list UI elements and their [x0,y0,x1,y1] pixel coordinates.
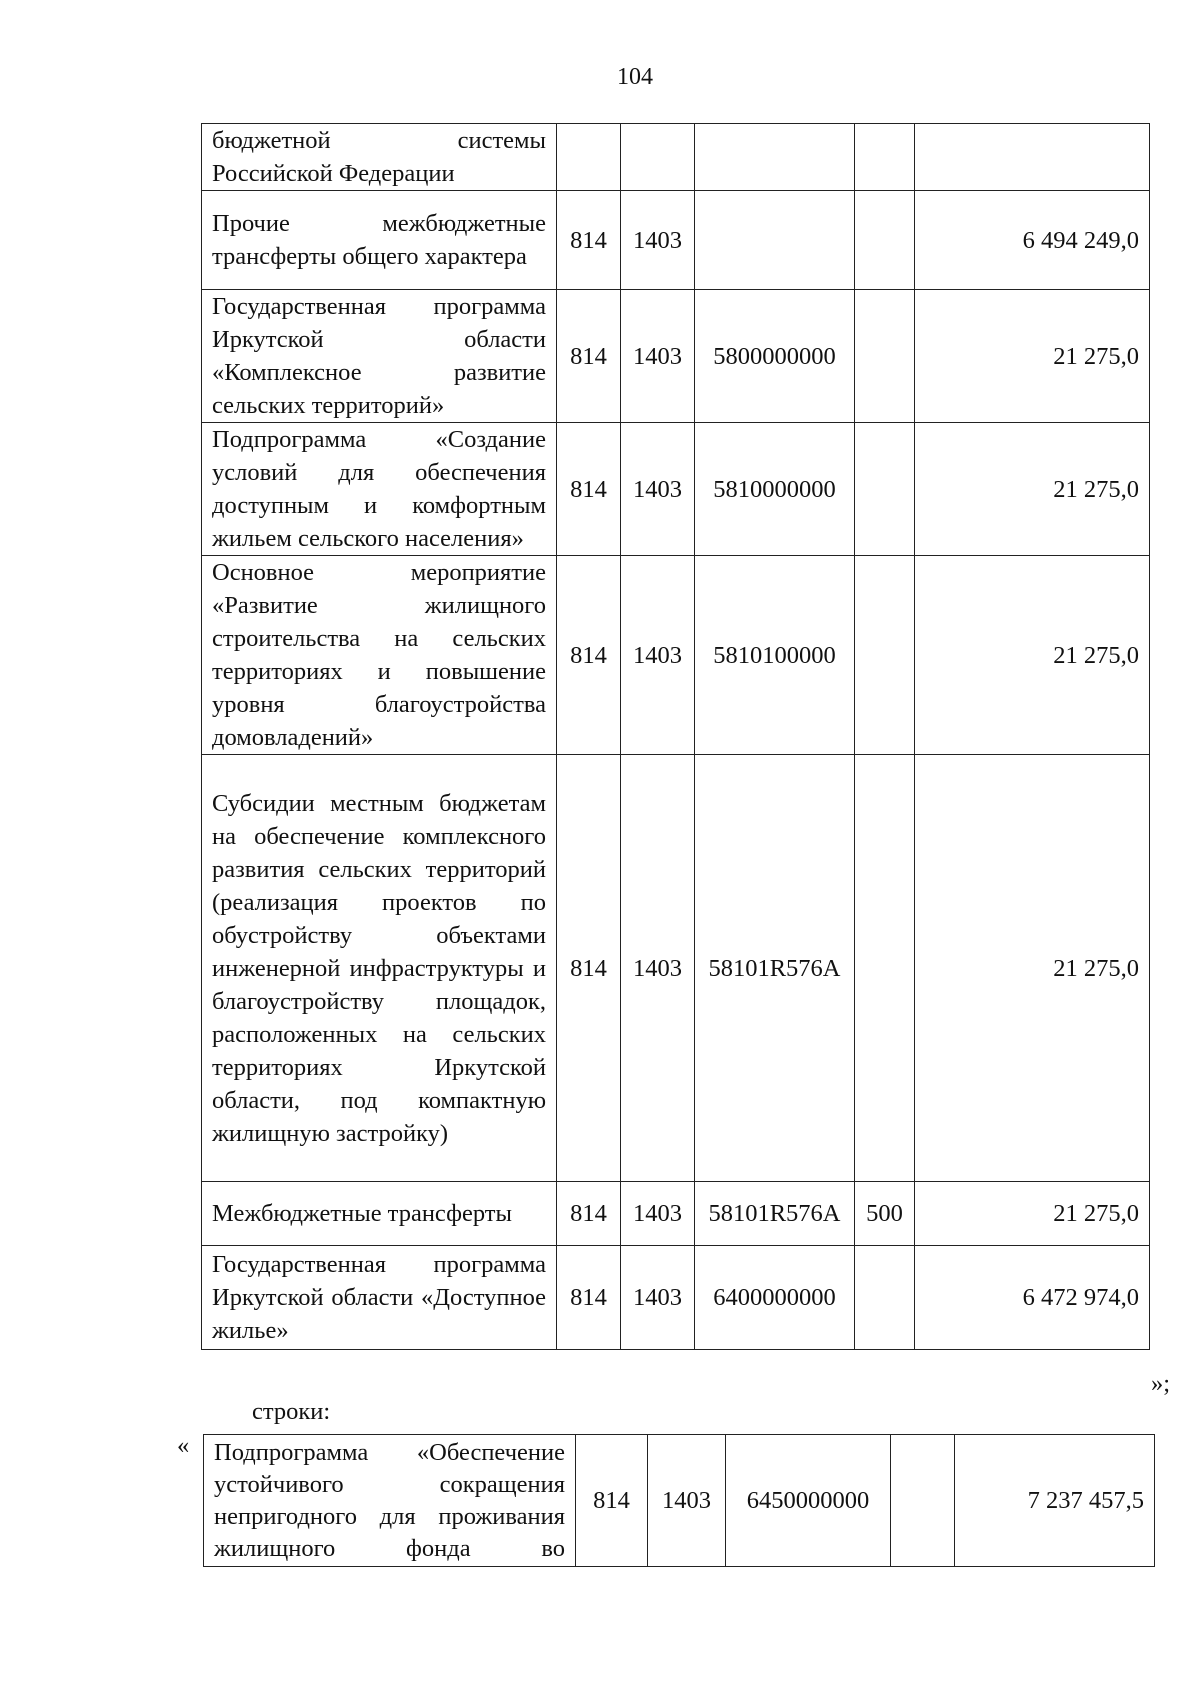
cell-code-3: 5810100000 [695,556,855,755]
row-description: Государственная программа Иркутской области «Комплексное развитие сельских территорий» [202,290,557,423]
opening-quote: « [177,1432,190,1459]
row-description: Государственная программа Иркутской области «Доступное жилье» [202,1246,557,1350]
cell-code-4 [855,124,915,191]
cell-code-2: 1403 [621,290,695,423]
cell-code-1: 814 [557,556,621,755]
cell-amount: 6 472 974,0 [915,1246,1150,1350]
cell-code-1: 814 [557,1246,621,1350]
cell-code-3: 5800000000 [695,290,855,423]
page-number: 104 [617,64,653,90]
section-caption: строки: [252,1398,331,1425]
cell-code-2: 1403 [621,755,695,1182]
cell-code-4: 500 [855,1182,915,1246]
cell-code-1: 814 [557,191,621,290]
cell-code-4 [855,556,915,755]
cell-code-2: 1403 [621,1182,695,1246]
cell-code-4 [855,755,915,1182]
cell-code-4 [855,1246,915,1350]
table-row [202,1246,1150,1350]
cell-code-2: 1403 [621,556,695,755]
cell-amount: 21 275,0 [915,556,1150,755]
cell-code-3: 58101R576A [695,1182,855,1246]
cell-code-2: 1403 [621,191,695,290]
cell-code-3 [695,191,855,290]
cell-code-3: 58101R576A [695,755,855,1182]
cell-code-3: 5810000000 [695,423,855,556]
cell-code-1: 814 [557,290,621,423]
cell-amount [915,124,1150,191]
table-row [202,1182,1150,1246]
cell-code-3: 6400000000 [695,1246,855,1350]
cell-code-2: 1403 [621,423,695,556]
table-row [202,556,1150,755]
cell-code-1: 814 [557,1182,621,1246]
cell-amount: 21 275,0 [915,290,1150,423]
row-description: Подпрограмма «Создание условий для обеспечения доступным и комфортным жильем сельского населения» [202,423,557,556]
row-description: Субсидии местным бюджетам на обеспечение комплексного развития сельских территорий (реализация проектов по обустройству объектами инженерной инфраструктуры и благоустройству площадок, расположенных на сельских территориях Иркутской области, под компактную жилищную застройку) [202,755,557,1182]
cell-code-2: 1403 [621,1246,695,1350]
table-row [202,124,1150,191]
cell-amount: 21 275,0 [915,1182,1150,1246]
cell-code-2 [621,124,695,191]
cell-code-2: 1403 [648,1435,726,1567]
cell-amount: 6 494 249,0 [915,191,1150,290]
table-row [202,290,1150,423]
budget-table-continuation [203,1434,1155,1567]
table-row [204,1435,1155,1567]
cell-code-4 [855,290,915,423]
budget-table [201,123,1150,1350]
table-row [202,755,1150,1182]
cell-amount: 21 275,0 [915,423,1150,556]
closing-quote: »; [1151,1370,1171,1397]
cell-code-3 [695,124,855,191]
row-description: Основное мероприятие «Развитие жилищного строительства на сельских территориях и повышение уровня благоустройства домовладений» [202,556,557,755]
cell-amount: 21 275,0 [915,755,1150,1182]
cell-code-1: 814 [557,755,621,1182]
cell-code-4 [855,423,915,556]
row-description: Подпрограмма «Обеспечение устойчивого сокращения непригодного для проживания жилищного фонда во [204,1435,576,1567]
table-row [202,191,1150,290]
cell-code-1 [557,124,621,191]
cell-amount: 7 237 457,5 [955,1435,1155,1567]
cell-code-4 [855,191,915,290]
row-description: Прочие межбюджетные трансферты общего характера [202,191,557,290]
cell-code-3: 6450000000 [726,1435,891,1567]
row-description: бюджетной системы Российской Федерации [202,124,557,191]
row-description: Межбюджетные трансферты [202,1182,557,1246]
table-row [202,423,1150,556]
cell-code-4 [891,1435,955,1567]
cell-code-1: 814 [576,1435,648,1567]
cell-code-1: 814 [557,423,621,556]
